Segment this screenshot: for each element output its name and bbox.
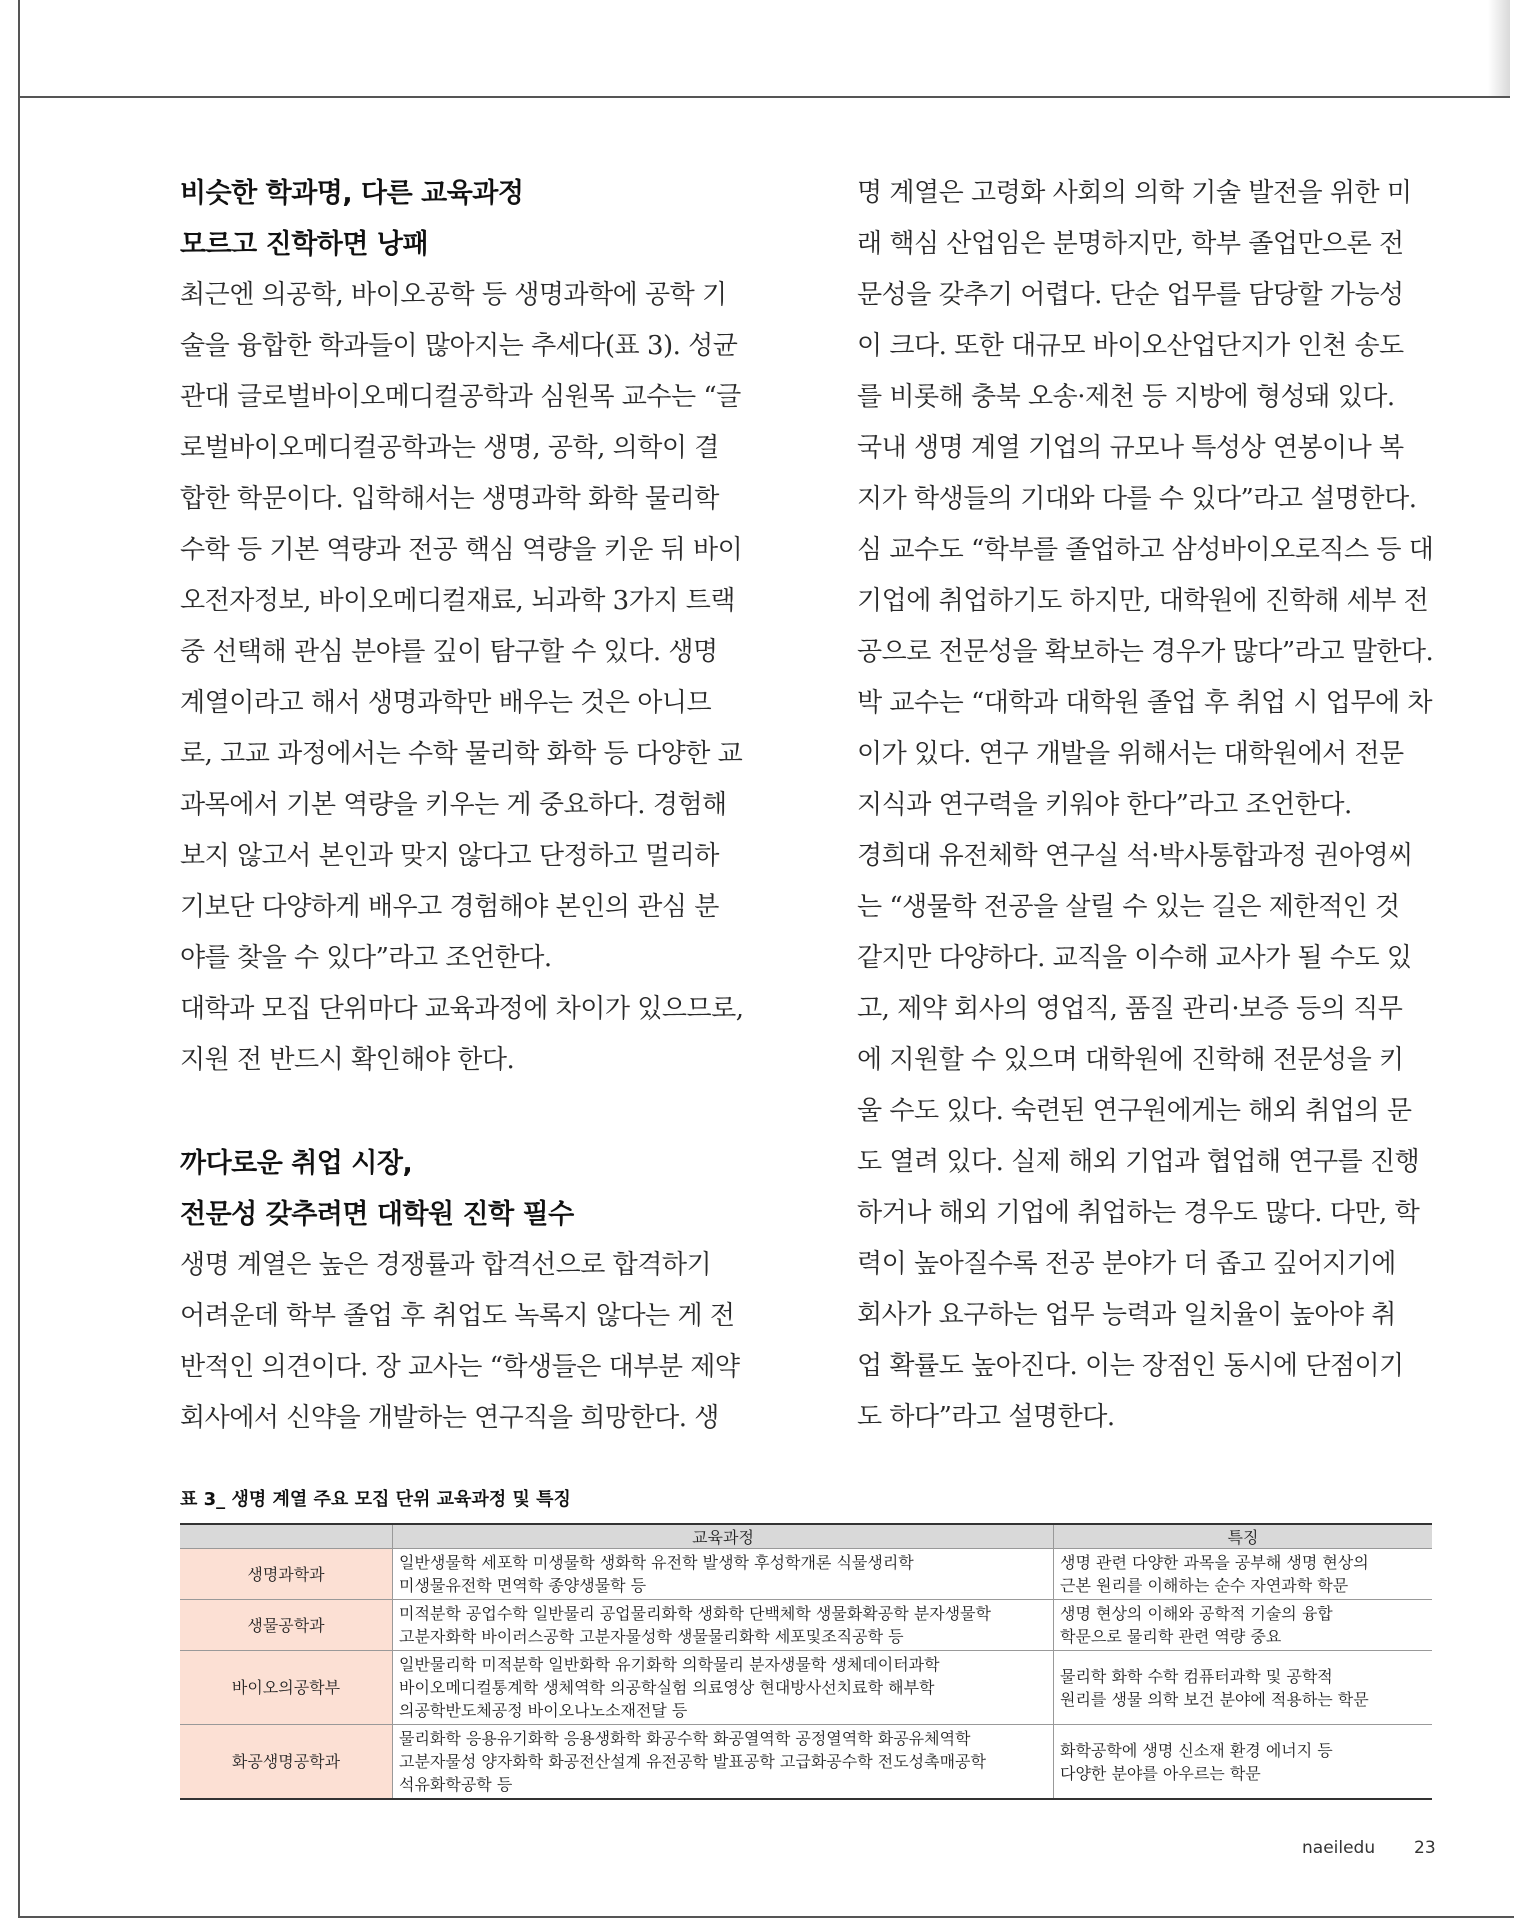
text-line: 박 교수는 “대학과 대학원 졸업 후 취업 시 업무에 차 <box>857 688 1432 718</box>
curriculum-table <box>180 1523 1432 1800</box>
text-line: 지식과 연구력을 키워야 한다”라고 조언한다. <box>857 790 1352 820</box>
text-line: 같지만 다양하다. 교직을 이수해 교사가 될 수도 있 <box>857 943 1412 973</box>
header-feature: 특징 <box>1054 1524 1433 1549</box>
curriculum-line: 바이오메디컬통계학 생체역학 의공학실험 의료영상 현대방사선치료학 해부학 <box>399 1678 935 1697</box>
text-line: 어려운데 학부 졸업 후 취업도 녹록지 않다는 게 전 <box>180 1301 735 1331</box>
paragraph-block-1 <box>180 270 760 1086</box>
dept-cell: 생명과학과 <box>180 1549 393 1600</box>
table-row <box>180 1549 1432 1600</box>
paragraph-block-3 <box>857 168 1437 1443</box>
header-curriculum: 교육과정 <box>393 1524 1054 1549</box>
curriculum-line: 고분자화학 바이러스공학 고분자물성학 생물물리화학 세포및조직공학 등 <box>399 1627 904 1646</box>
left-column <box>180 168 760 1444</box>
text-line: 로벌바이오메디컬공학과는 생명, 공학, 의학이 결 <box>180 433 719 463</box>
feature-cell <box>1054 1725 1433 1800</box>
text-line: 합한 학문이다. 입학해서는 생명과학 화학 물리학 <box>180 484 719 514</box>
dept-cell: 화공생명공학과 <box>180 1725 393 1800</box>
text-line: 도 하다”라고 설명한다. <box>857 1402 1115 1432</box>
text-line: 문성을 갖추기 어렵다. 단순 업무를 담당할 가능성 <box>857 280 1404 310</box>
text-line: 계열이라고 해서 생명과학만 배우는 것은 아니므 <box>180 688 712 718</box>
text-line: 관대 글로벌바이오메디컬공학과 심원목 교수는 “글 <box>180 382 741 412</box>
text-line: 술을 융합한 학과들이 많아지는 추세다(표 3). 성균 <box>180 331 738 361</box>
feature-line: 다양한 분야를 아우르는 학문 <box>1060 1763 1261 1783</box>
curriculum-line: 고분자물성 양자화학 화공전산설계 유전공학 발표공학 고급화공수학 전도성촉매공학 <box>399 1752 986 1771</box>
curriculum-line: 의공학반도체공정 바이오나노소재전달 등 <box>399 1701 688 1720</box>
text-line: 수학 등 기본 역량과 전공 핵심 역량을 키운 뒤 바이 <box>180 535 743 565</box>
text-line: 울 수도 있다. 숙련된 연구원에게는 해외 취업의 문 <box>857 1096 1412 1126</box>
text-line: 과목에서 기본 역량을 키우는 게 중요하다. 경험해 <box>180 790 727 820</box>
section-heading-2-line-1: 까다로운 취업 시장, <box>180 1148 413 1179</box>
page-header-band <box>20 0 1510 98</box>
text-line: 고, 제약 회사의 영업직, 품질 관리·보증 등의 직무 <box>857 994 1403 1024</box>
feature-line: 원리를 생물 의학 보건 분야에 적용하는 학문 <box>1060 1689 1369 1709</box>
text-line: 기보단 다양하게 배우고 경험해야 본인의 관심 분 <box>180 892 719 922</box>
text-line: 지가 학생들의 기대와 다를 수 있다”라고 설명한다. <box>857 484 1417 514</box>
section-gap <box>180 1086 760 1138</box>
table-row <box>180 1600 1432 1651</box>
table-row <box>180 1725 1432 1800</box>
text-line: 하거나 해외 기업에 취업하는 경우도 많다. 다만, 학 <box>857 1198 1420 1228</box>
curriculum-line: 석유화학공학 등 <box>399 1775 513 1794</box>
feature-line: 생명 현상의 이해와 공학적 기술의 융합 <box>1060 1604 1333 1623</box>
text-line: 지원 전 반드시 확인해야 한다. <box>180 1045 515 1075</box>
paragraph-block-2 <box>180 1240 760 1444</box>
text-line: 래 핵심 산업임은 분명하지만, 학부 졸업만으론 전 <box>857 229 1404 259</box>
text-line: 도 열려 있다. 실제 해외 기업과 협업해 연구를 진행 <box>857 1147 1420 1177</box>
header-dept <box>180 1524 393 1549</box>
curriculum-cell <box>393 1725 1054 1800</box>
text-line: 업 확률도 높아진다. 이는 장점인 동시에 단점이기 <box>857 1351 1404 1381</box>
table-header-row <box>180 1524 1432 1549</box>
text-line: 에 지원할 수 있으며 대학원에 진학해 전문성을 키 <box>857 1045 1404 1075</box>
text-line: 를 비롯해 충북 오송·제천 등 지방에 형성돼 있다. <box>857 382 1395 412</box>
right-column <box>857 168 1437 1443</box>
curriculum-cell <box>393 1651 1054 1725</box>
feature-line: 근본 원리를 이해하는 순수 자연과학 학문 <box>1060 1576 1349 1595</box>
text-line: 생명 계열은 높은 경쟁률과 합격선으로 합격하기 <box>180 1250 712 1280</box>
text-line: 국내 생명 계열 기업의 규모나 특성상 연봉이나 복 <box>857 433 1404 463</box>
curriculum-line: 미생물유전학 면역학 종양생물학 등 <box>399 1576 647 1595</box>
feature-line: 학문으로 물리학 관련 역량 중요 <box>1060 1627 1282 1646</box>
feature-line: 생명 관련 다양한 과목을 공부해 생명 현상의 <box>1060 1553 1369 1572</box>
curriculum-line: 물리화학 응용유기화학 응용생화학 화공수학 화공열역학 공정열역학 화공유체역학 <box>399 1729 971 1748</box>
text-line: 야를 찾을 수 있다”라고 조언한다. <box>180 943 552 973</box>
section-heading-2-line-2: 전문성 갖추려면 대학원 진학 필수 <box>180 1199 574 1230</box>
footer-brand: naeiledu <box>1302 1838 1376 1858</box>
curriculum-cell <box>393 1549 1054 1600</box>
table-row <box>180 1651 1432 1725</box>
text-line: 최근엔 의공학, 바이오공학 등 생명과학에 공학 기 <box>180 280 727 310</box>
curriculum-cell <box>393 1600 1054 1651</box>
section-heading-1-line-1: 비슷한 학과명, 다른 교육과정 <box>180 178 524 209</box>
text-line: 보지 않고서 본인과 맞지 않다고 단정하고 멀리하 <box>180 841 719 871</box>
feature-cell <box>1054 1651 1433 1725</box>
feature-line: 화학공학에 생명 신소재 환경 에너지 등 <box>1060 1740 1333 1760</box>
feature-cell <box>1054 1600 1433 1651</box>
text-line: 명 계열은 고령화 사회의 의학 기술 발전을 위한 미 <box>857 178 1412 208</box>
text-line: 대학과 모집 단위마다 교육과정에 차이가 있으므로, <box>180 994 744 1024</box>
text-line: 반적인 의견이다. 장 교사는 “학생들은 대부분 제약 <box>180 1352 740 1382</box>
dept-cell: 생물공학과 <box>180 1600 393 1651</box>
curriculum-line: 일반물리학 미적분학 일반화학 유기화학 의학물리 분자생물학 생체데이터과학 <box>399 1655 940 1674</box>
text-line: 력이 높아질수록 전공 분야가 더 좁고 깊어지기에 <box>857 1249 1396 1279</box>
table-body <box>180 1549 1432 1800</box>
text-line: 기업에 취업하기도 하지만, 대학원에 진학해 세부 전 <box>857 586 1429 616</box>
text-line: 회사가 요구하는 업무 능력과 일치율이 높아야 취 <box>857 1300 1396 1330</box>
feature-cell <box>1054 1549 1433 1600</box>
section-heading-1-line-2: 모르고 진학하면 낭패 <box>180 229 429 260</box>
table-title: 표 3_ 생명 계열 주요 모집 단위 교육과정 및 특징 <box>180 1489 571 1510</box>
text-line: 이 크다. 또한 대규모 바이오산업단지가 인천 송도 <box>857 331 1404 361</box>
text-line: 중 선택해 관심 분야를 깊이 탐구할 수 있다. 생명 <box>180 637 718 667</box>
text-line: 이가 있다. 연구 개발을 위해서는 대학원에서 전문 <box>857 739 1404 769</box>
text-line: 로, 고교 과정에서는 수학 물리학 화학 등 다양한 교 <box>180 739 743 769</box>
curriculum-line: 일반생물학 세포학 미생물학 생화학 유전학 발생학 후성학개론 식물생리학 <box>399 1553 914 1572</box>
text-line: 오전자정보, 바이오메디컬재료, 뇌과학 3가지 트랙 <box>180 586 735 616</box>
curriculum-line: 미적분학 공업수학 일반물리 공업물리화학 생화학 단백체학 생물화확공학 분자생물학 <box>399 1604 992 1623</box>
text-line: 회사에서 신약을 개발하는 연구직을 희망한다. 생 <box>180 1403 719 1433</box>
page-edge-shadow <box>1488 0 1510 96</box>
text-line: 경희대 유전체학 연구실 석·박사통합과정 권아영씨 <box>857 841 1413 871</box>
page-number: 23 <box>1414 1838 1436 1858</box>
text-line: 는 “생물학 전공을 살릴 수 있는 길은 제한적인 것 <box>857 892 1400 922</box>
text-line: 심 교수도 “학부를 졸업하고 삼성바이오로직스 등 대 <box>857 535 1434 565</box>
dept-cell: 바이오의공학부 <box>180 1651 393 1725</box>
text-line: 공으로 전문성을 확보하는 경우가 많다”라고 말한다. <box>857 637 1434 667</box>
feature-line: 물리학 화학 수학 컴퓨터과학 및 공학적 <box>1060 1666 1333 1686</box>
